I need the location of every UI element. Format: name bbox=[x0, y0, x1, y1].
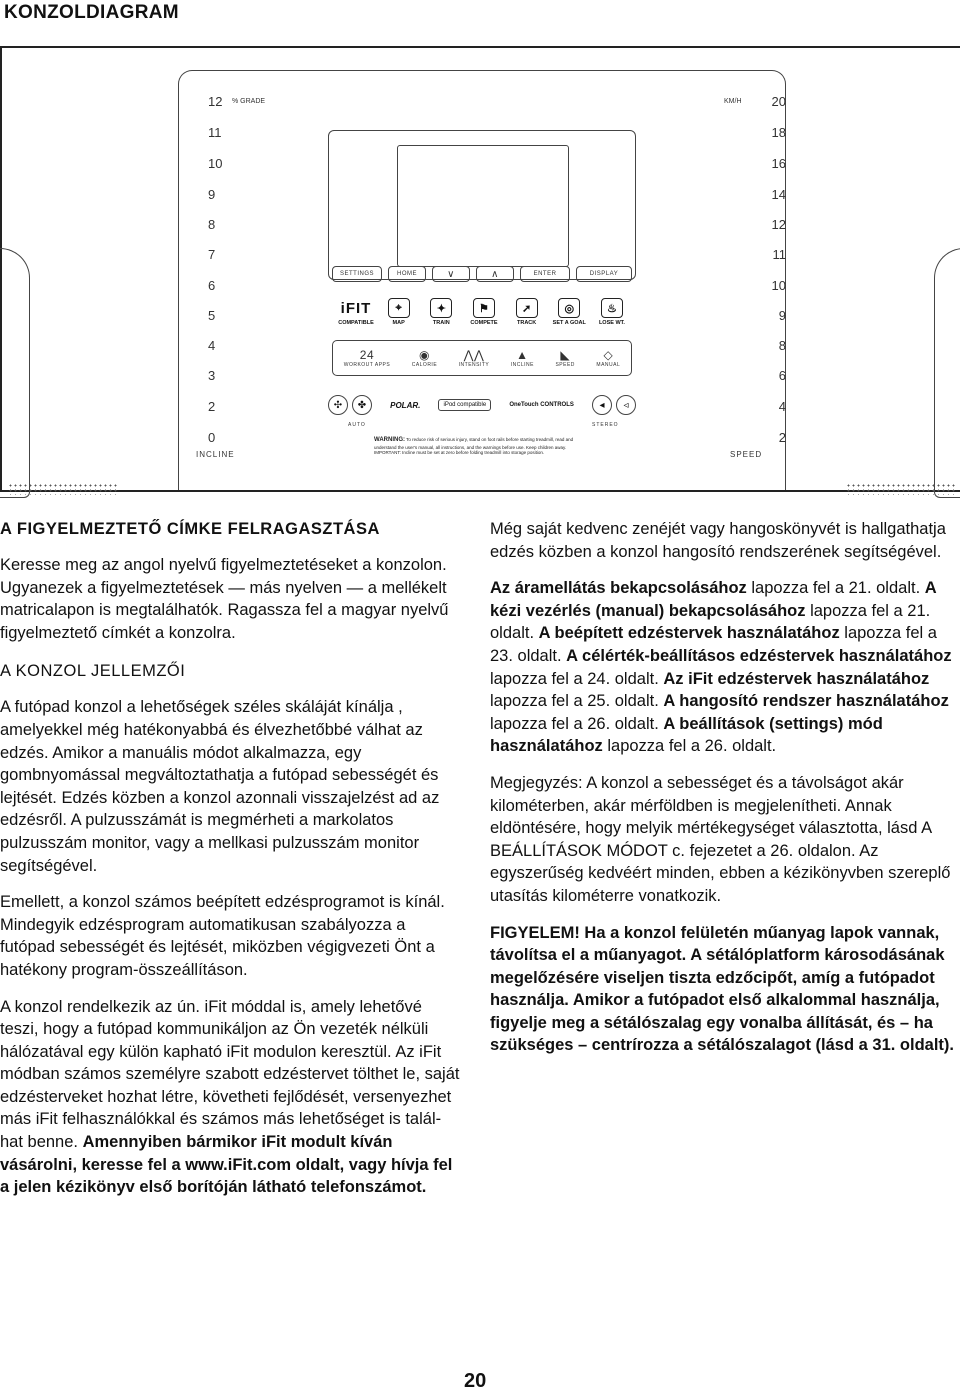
incline-value: 4 bbox=[208, 338, 216, 353]
ref-bold: A célérték-beállításos edzéstervek használatához bbox=[566, 646, 952, 665]
page-references bbox=[490, 577, 954, 758]
accessory-panel bbox=[328, 390, 636, 420]
incline-workout-button[interactable] bbox=[511, 348, 534, 368]
display-button[interactable]: DISPLAY bbox=[576, 266, 632, 282]
up-button[interactable]: ∧ bbox=[476, 266, 514, 282]
speed-value: 20 bbox=[771, 94, 786, 109]
runner-icon: ⚑ bbox=[473, 298, 495, 318]
right-column bbox=[490, 518, 954, 1071]
speed-value: 9 bbox=[778, 308, 786, 323]
icon-caption: COMPETE bbox=[470, 320, 498, 326]
speed-value: 11 bbox=[772, 247, 786, 262]
home-button[interactable]: HOME bbox=[388, 266, 426, 282]
ifit-compatible bbox=[336, 298, 376, 326]
icon-caption: MAP bbox=[392, 320, 405, 326]
compete-button[interactable] bbox=[464, 298, 504, 326]
diamond-icon: ◇ bbox=[603, 348, 614, 362]
fan-high-icon[interactable]: ✤ bbox=[352, 395, 372, 415]
right-handrail bbox=[934, 248, 960, 498]
train-button[interactable] bbox=[421, 298, 461, 326]
ref-text: lapozza fel a 21. oldalt. bbox=[490, 601, 931, 643]
display-bezel bbox=[328, 130, 636, 280]
speed-value: 18 bbox=[771, 125, 786, 140]
speed-value: 8 bbox=[778, 338, 786, 353]
incline-label: INCLINE bbox=[196, 450, 235, 459]
volume-up-icon[interactable]: ◃ bbox=[616, 395, 636, 415]
speed-value: 4 bbox=[778, 399, 786, 414]
warning-title: WARNING: bbox=[374, 437, 405, 443]
flame-icon: ♨ bbox=[601, 298, 623, 318]
speed-scale bbox=[722, 88, 792, 468]
paragraph: A futópad konzol a lehetőségek széles skáláját kínálja , amelyekkel még hatékonyabbá és élvezhetőbbé válhat az edzés. Amikor a manuális módot alkalmazza, egy gombnyomással megváltoztathatja a futópad sebességét és lejtését. Edzés közben a konzol azonnali visszajelzést ad az edzésről. A pulzusszámát is megmérheti a markolatos pulzusszám monitor, vagy a mellkasi pulzusszám monitor segítségével. bbox=[0, 698, 440, 875]
volume-down-icon[interactable]: ◂ bbox=[592, 395, 612, 415]
paragraph-text: A konzol rendelkezik az ún. iFit móddal is, amely lehetővé teszi, hogy a futópad kommunikáljon az Ön vezeték nélküli hálózatával egy külön kapható iFit modulon keresztül. Az iFit módban számos személyre szabott edzéstervet tölthet le, saját edzésterveket hozhat létre, követheti fejlődését, versenyezhet más iFit felhasználókkal és számos más lehetőséget is talál-hat benne. bbox=[0, 997, 460, 1152]
workout-label: INTENSITY bbox=[458, 362, 490, 368]
track-button[interactable] bbox=[507, 298, 547, 326]
workout-label: SPEED bbox=[555, 362, 575, 368]
paragraph: Keresse meg az angol nyelvű figyelmeztetéseket a konzolon. Ugyanezek a figyelmeztetések — más nyelven — a mellékelt matricalapon is megtalálhatók. Ragassza fel a magyar nyelvű figyelmeztető címkét a konzolra. bbox=[0, 556, 449, 642]
left-column bbox=[0, 518, 460, 1213]
workout-panel bbox=[332, 340, 632, 376]
workout-label: CALORIE bbox=[411, 362, 438, 368]
lcd-screen bbox=[397, 145, 569, 267]
section-heading-console-features: A KONZOL JELLEMZŐI bbox=[0, 662, 186, 681]
warning-text: To reduce risk of serious injury, stand on foot rails before starting treadmill, read and understand the user's manual, all instructions, and the warnings before use. Keep children away. IMPORTANT: Incline must be set at zero before folding treadmill into storage position. bbox=[374, 437, 574, 456]
ref-text: lapozza fel a 21. oldalt. bbox=[746, 579, 925, 598]
paragraph-note: Megjegyzés: A konzol a sebességet és a távolságot akár kilométerben, akár mérföldben is megjelenítheti. Annak eldöntésére, hogy melyik mértékegységet választotta, lásd A BEÁLLÍTÁSOK MÓDOT c. fejezetet a 26. oldalon. Az egyszerűség kedvéért minden, ebben a kézikönyvben szereplő utasítás kilométerre vonatkozik. bbox=[490, 773, 951, 905]
onetouch-logo: OneTouch CONTROLS bbox=[509, 402, 574, 408]
ref-bold: Az áramellátás bekapcsolásához bbox=[490, 579, 747, 598]
down-button[interactable]: ∨ bbox=[432, 266, 470, 282]
auto-label: AUTO bbox=[348, 422, 366, 428]
ref-text: lapozza fel a 26. oldalt. bbox=[602, 737, 777, 756]
icon-caption: TRAIN bbox=[432, 320, 450, 326]
ref-bold: A beépített edzéstervek használatához bbox=[538, 624, 840, 643]
ref-bold: A hangosító rendszer használatához bbox=[663, 692, 949, 711]
control-buttons bbox=[332, 266, 632, 282]
ifit-icon-row bbox=[336, 298, 632, 326]
train-icon: ✦ bbox=[430, 298, 452, 318]
speed-value: 6 bbox=[778, 368, 786, 383]
paragraph: Még saját kedvenc zenéjét vagy hangoskönyvét is hallgathatja edzés közben a konzol hangosító rendszerének segítségével. bbox=[490, 520, 946, 561]
speed-value: 10 bbox=[771, 278, 786, 293]
ipod-badge: iPod compatible bbox=[438, 399, 491, 411]
speed-label: SPEED bbox=[730, 450, 763, 459]
page-number: 20 bbox=[464, 1370, 487, 1391]
volume-buttons bbox=[592, 395, 636, 415]
workout-apps-button[interactable] bbox=[344, 348, 390, 368]
left-speaker-grille bbox=[8, 483, 118, 495]
fan-buttons bbox=[328, 395, 372, 415]
incline-scale bbox=[196, 88, 272, 468]
incline-value: 2 bbox=[208, 399, 216, 414]
ref-text: lapozza fel a 24. oldalt. bbox=[490, 669, 664, 688]
mountain-icon: ▲ bbox=[516, 348, 529, 362]
intensity-icon: ⋀⋀ bbox=[463, 348, 485, 362]
stereo-label: STEREO bbox=[592, 422, 619, 428]
section-heading-warning-label: A FIGYELMEZTETŐ CÍMKE FELRAGASZTÁSA bbox=[0, 520, 380, 538]
speed-icon: ◣ bbox=[560, 348, 571, 362]
incline-value: 7 bbox=[208, 247, 216, 262]
speed-unit: KM/H bbox=[724, 98, 742, 105]
polar-logo: POLAR. bbox=[390, 400, 421, 410]
paragraph-caution: FIGYELEM! Ha a konzol felületén műanyag lapok vannak, távolítsa el a műanyagot. A sétálóplatform károsodásának megelőzésére viseljen tiszta edzőcipőt, amíg a futópadot használja. Amikor a futópadot első alkalommal használja, figyelje meg a sétálószalag egy vonalba állítását, és – ha szükséges – centrírozza a sétálószalagot (lásd a 31. oldalt). bbox=[490, 923, 955, 1055]
incline-value: 11 bbox=[208, 125, 222, 140]
incline-value: 9 bbox=[208, 187, 216, 202]
incline-value: 12 bbox=[208, 94, 223, 109]
ref-bold: Az iFit edzéstervek használatához bbox=[663, 669, 930, 688]
incline-value: 10 bbox=[208, 156, 223, 171]
icon-caption: COMPATIBLE bbox=[338, 320, 374, 326]
ref-text: lapozza fel a 26. oldalt. bbox=[490, 714, 664, 733]
track-icon: ➚ bbox=[516, 298, 538, 318]
enter-button[interactable]: ENTER bbox=[520, 266, 570, 282]
ref-text: lapozza fel a 23. oldalt. bbox=[490, 624, 937, 665]
ifit-logo-icon: iFIT bbox=[340, 299, 372, 317]
incline-value: 6 bbox=[208, 278, 216, 293]
paragraph-bold-text: Amennyiben bármikor iFit modult kíván vásárolni, keresse fel a www.iFit.com oldalt, vagy hívja fel a jelen kézikönyv első borítóján látható telefonszámot. bbox=[0, 1133, 453, 1197]
workout-label: INCLINE bbox=[510, 362, 534, 368]
fan-low-icon[interactable]: ✣ bbox=[328, 395, 348, 415]
workout-label: WORKOUT APPS bbox=[343, 362, 391, 368]
page-title: KONZOLDIAGRAM bbox=[4, 2, 179, 23]
incline-value: 5 bbox=[208, 308, 216, 323]
speed-value: 14 bbox=[771, 187, 786, 202]
target-icon: ◎ bbox=[558, 298, 580, 318]
manual-button[interactable] bbox=[596, 348, 620, 368]
lose-weight-button[interactable] bbox=[592, 298, 632, 326]
incline-value: 0 bbox=[208, 430, 216, 445]
incline-value: 8 bbox=[208, 217, 216, 232]
calorie-icon: ◉ bbox=[418, 348, 430, 362]
left-handrail bbox=[0, 248, 30, 498]
ref-text: lapozza fel a 25. oldalt. bbox=[490, 692, 664, 711]
workout-label: MANUAL bbox=[596, 362, 621, 368]
paragraph-ifit bbox=[0, 996, 460, 1199]
ref-bold: A beállítások (settings) mód használatához bbox=[490, 714, 883, 756]
icon-caption: LOSE WT. bbox=[598, 320, 625, 326]
console-diagram bbox=[0, 46, 960, 492]
workout-apps-icon: 24 bbox=[359, 348, 375, 362]
incline-unit: % GRADE bbox=[232, 98, 266, 105]
speed-value: 2 bbox=[778, 430, 786, 445]
map-pin-icon: ⌖ bbox=[388, 298, 410, 318]
map-button[interactable] bbox=[379, 298, 419, 326]
speed-workout-button[interactable] bbox=[555, 348, 574, 368]
incline-value: 3 bbox=[208, 368, 216, 383]
warning-label bbox=[374, 437, 594, 456]
calorie-button[interactable] bbox=[412, 348, 437, 368]
speed-value: 12 bbox=[771, 217, 786, 232]
set-a-goal-button[interactable] bbox=[549, 298, 589, 326]
settings-button[interactable]: SETTINGS bbox=[332, 266, 382, 282]
speed-value: 16 bbox=[771, 156, 786, 171]
icon-caption: SET A GOAL bbox=[552, 320, 586, 326]
right-speaker-grille bbox=[846, 483, 956, 495]
ref-bold: A kézi vezérlés (manual) bekapcsolásához bbox=[490, 579, 937, 620]
intensity-button[interactable] bbox=[459, 348, 490, 368]
paragraph: Emellett, a konzol számos beépített edzésprogramot is kínál. Mindegyik edzésprogram automatikusan szabályozza a futópad sebességét és lejtését, miközben végigvezeti Önt a hatékony program-összeállításon. bbox=[0, 893, 445, 979]
icon-caption: TRACK bbox=[517, 320, 537, 326]
